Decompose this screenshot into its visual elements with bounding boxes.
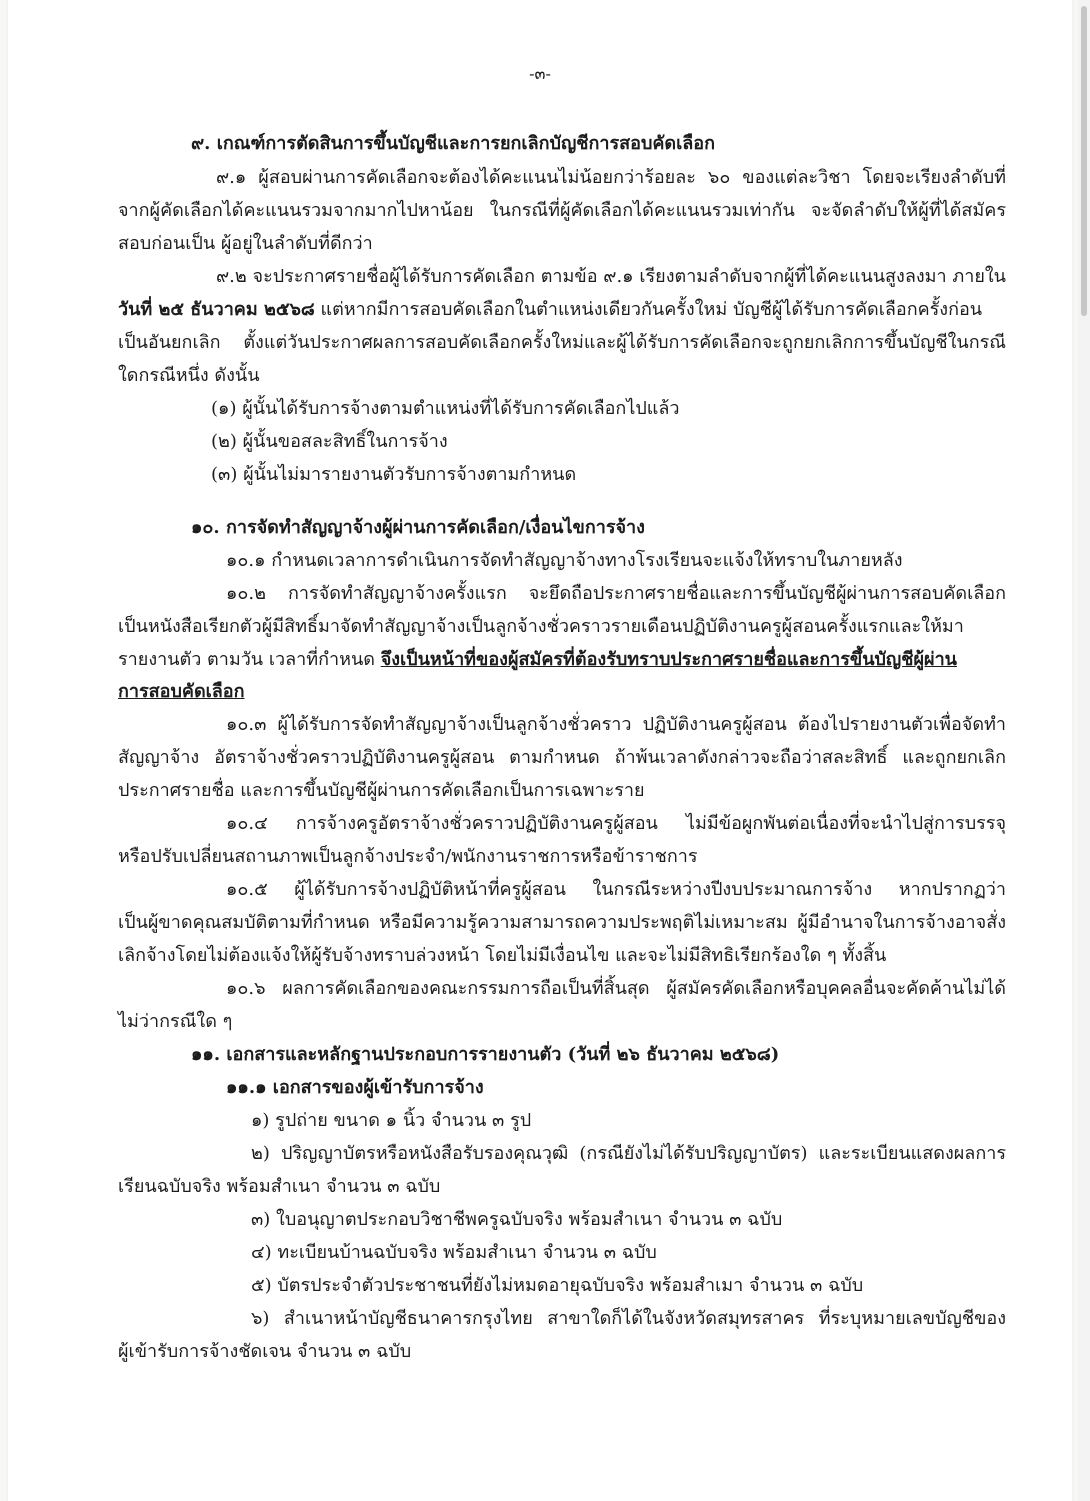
list-item-continued: เรียนฉบับจริง พร้อมสำเนา จำนวน ๓ ฉบับ [118, 1176, 441, 1197]
section-10-heading: ๑๐. การจัดทำสัญญาจ้างผู้ผ่านการคัดเลือก/เงื่อนไขการจ้าง [191, 517, 645, 538]
list-item: ๕) บัตรประจำตัวประชาชนที่ยังไม่หมดอายุฉบับจริง พร้อมสำเมา จำนวน ๓ ฉบับ [251, 1275, 864, 1296]
section-9-heading: ๙. เกณฑ์การตัดสินการขึ้นบัญชีและการยกเลิกบัญชีการสอบคัดเลือก [191, 133, 716, 154]
section-9-2-line-2 [118, 298, 1006, 322]
section-10-3-line-1: ๑๐.๓ ผู้ได้รับการจัดทำสัญญาจ้างเป็นลูกจ้างชั่วคราว ปฏิบัติงานครูผู้สอน ต้องไปรายงานตัวเพื่อจัดทำ [226, 714, 1006, 735]
section-10-2-line-1: ๑๐.๒ การจัดทำสัญญาจ้างครั้งแรก จะยึดถือประกาศรายชื่อและการขึ้นบัญชีผู้ผ่านการสอบคัดเลือก [226, 583, 1006, 604]
section-10-6-line-1: ๑๐.๖ ผลการคัดเลือกของคณะกรรมการถือเป็นที่สิ้นสุด ผู้สมัครคัดเลือกหรือบุคคลอื่นจะคัดค้านไม่ได้ [226, 978, 1006, 999]
section-11-heading: ๑๑. เอกสารและหลักฐานประกอบการรายงานตัว (วันที่ ๒๖ ธันวาคม ๒๕๖๘) [191, 1044, 780, 1065]
document-page [8, 0, 1072, 1501]
list-item: (๑) ผู้นั้นได้รับการจ้างตามตำแหน่งที่ได้รับการคัดเลือกไปแล้ว [211, 398, 680, 419]
list-item: ๑) รูปถ่าย ขนาด ๑ นิ้ว จำนวน ๓ รูป [251, 1110, 532, 1131]
scrollbar-thumb[interactable] [1081, 6, 1087, 316]
list-item: ๒) ปริญญาบัตรหรือหนังสือรับรองคุณวุฒิ (กรณียังไม่ได้รับปริญญาบัตร) และระเบียนแสดงผลการ [251, 1143, 1006, 1164]
announcement-date: วันที่ ๒๕ ธันวาคม ๒๕๖๘ [118, 299, 315, 320]
section-10-3-line-2: สัญญาจ้าง อัตราจ้างชั่วคราวปฏิบัติงานครูผู้สอน ตามกำหนด ถ้าพ้นเวลาดังกล่าวจะถือว่าสละสิทธิ์ และถูกยกเลิก [118, 747, 1006, 768]
section-9-2-line-4: ใดกรณีหนึ่ง ดังนั้น [118, 365, 260, 386]
section-10-6-line-2: ไม่ว่ากรณีใด ๆ [118, 1011, 233, 1032]
section-10-5-line-1: ๑๐.๕ ผู้ได้รับการจ้างปฏิบัติหน้าที่ครูผู้สอน ในกรณีระหว่างปีงบประมาณการจ้าง หากปรากฏว่า [226, 879, 1006, 900]
section-9-1-line-1: ๙.๑ ผู้สอบผ่านการคัดเลือกจะต้องได้คะแนนไม่น้อยกว่าร้อยละ ๖๐ ของแต่ละวิชา โดยจะเรียงลำดับที่ [216, 167, 1006, 188]
section-10-5-line-3: เลิกจ้างโดยไม่ต้องแจ้งให้ผู้รับจ้างทราบล่วงหน้า โดยไม่มีเงื่อนไข และจะไม่มีสิทธิเรียกร้องใด ๆ ทั้งสิ้น [118, 945, 887, 966]
section-10-2-line-2: เป็นหนังสือเรียกตัวผู้มีสิทธิ์มาจัดทำสัญญาจ้างเป็นลูกจ้างชั่วคราวรายเดือนปฏิบัติงานครูผู้สอนครั้งแรกและให้มา [118, 616, 964, 637]
emphasis-notice: จึงเป็นหน้าที่ของผู้สมัครที่ต้องรับทราบประกาศรายชื่อและการขึ้นบัญชีผู้ผ่าน [380, 649, 957, 670]
section-9-2-line-1: ๙.๒ จะประกาศรายชื่อผู้ได้รับการคัดเลือก ตามข้อ ๙.๑ เรียงตามลำดับจากผู้ที่ได้คะแนนสูงลงมา ภายใน [216, 266, 1006, 287]
emphasis-notice-continued: การสอบคัดเลือก [118, 681, 245, 702]
section-10-4-line-1: ๑๐.๔ การจ้างครูอัตราจ้างชั่วคราวปฏิบัติงานครูผู้สอน ไม่มีข้อผูกพันต่อเนื่องที่จะนำไปสู่การบรรจุ [226, 813, 1006, 834]
section-9-1-line-3: สอบก่อนเป็น ผู้อยู่ในลำดับที่ดีกว่า [118, 233, 373, 254]
list-item: (๒) ผู้นั้นขอสละสิทธิ์ในการจ้าง [211, 431, 448, 452]
list-item: ๔) ทะเบียนบ้านฉบับจริง พร้อมสำเนา จำนวน ๓ ฉบับ [251, 1242, 657, 1263]
list-item: ๖) สำเนาหน้าบัญชีธนาคารกรุงไทย สาขาใดก็ได้ในจังหวัดสมุทรสาคร ที่ระบุหมายเลขบัญชีของ [251, 1308, 1006, 1329]
page-number: -๓- [529, 64, 551, 83]
section-10-4-line-2: หรือปรับเปลี่ยนสถานภาพเป็นลูกจ้างประจำ/พนักงานราชการหรือข้าราชการ [118, 846, 698, 867]
section-10-2-line-3-plain: รายงานตัว ตามวัน เวลาที่กำหนด [118, 649, 381, 670]
section-9-2-line-3: เป็นอันยกเลิก ตั้งแต่วันประกาศผลการสอบคัดเลือกครั้งใหม่และผู้ได้รับการคัดเลือกจะถูกยกเลิกการขึ้นบัญชีในกรณี [118, 332, 1006, 353]
section-9-1-line-2: จากผู้คัดเลือกได้คะแนนรวมจากมากไปหาน้อย ในกรณีที่ผู้คัดเลือกได้คะแนนรวมเท่ากัน จะจัดลำดับให้ผู้ที่ได้สมัคร [118, 200, 1006, 221]
section-10-1: ๑๐.๑ กำหนดเวลาการดำเนินการจัดทำสัญญาจ้างทางโรงเรียนจะแจ้งให้ทราบในภายหลัง [226, 550, 903, 571]
list-item: (๓) ผู้นั้นไม่มารายงานตัวรับการจ้างตามกำหนด [211, 464, 577, 485]
section-11-1-heading: ๑๑.๑ เอกสารของผู้เข้ารับการจ้าง [226, 1077, 484, 1098]
section-10-5-line-2: เป็นผู้ขาดคุณสมบัติตามที่กำหนด หรือมีความรู้ความสามารถความประพฤติไม่เหมาะสม ผู้มีอำนาจในการจ้างอาจสั่ง [118, 912, 1006, 933]
vertical-scrollbar[interactable] [1078, 0, 1090, 1501]
section-9-2-line-2-rest: แต่หากมีการสอบคัดเลือกในตำแหน่งเดียวกันครั้งใหม่ บัญชีผู้ได้รับการคัดเลือกครั้งก่อน [314, 299, 983, 320]
section-10-3-line-3: ประกาศรายชื่อ และการขึ้นบัญชีผู้ผ่านการคัดเลือกเป็นการเฉพาะราย [118, 780, 645, 801]
list-item: ๓) ใบอนุญาตประกอบวิชาชีพครูฉบับจริง พร้อมสำเนา จำนวน ๓ ฉบับ [251, 1209, 783, 1230]
list-item-continued: ผู้เข้ารับการจ้างชัดเจน จำนวน ๓ ฉบับ [118, 1341, 412, 1362]
section-10-2-line-3 [118, 648, 1006, 672]
